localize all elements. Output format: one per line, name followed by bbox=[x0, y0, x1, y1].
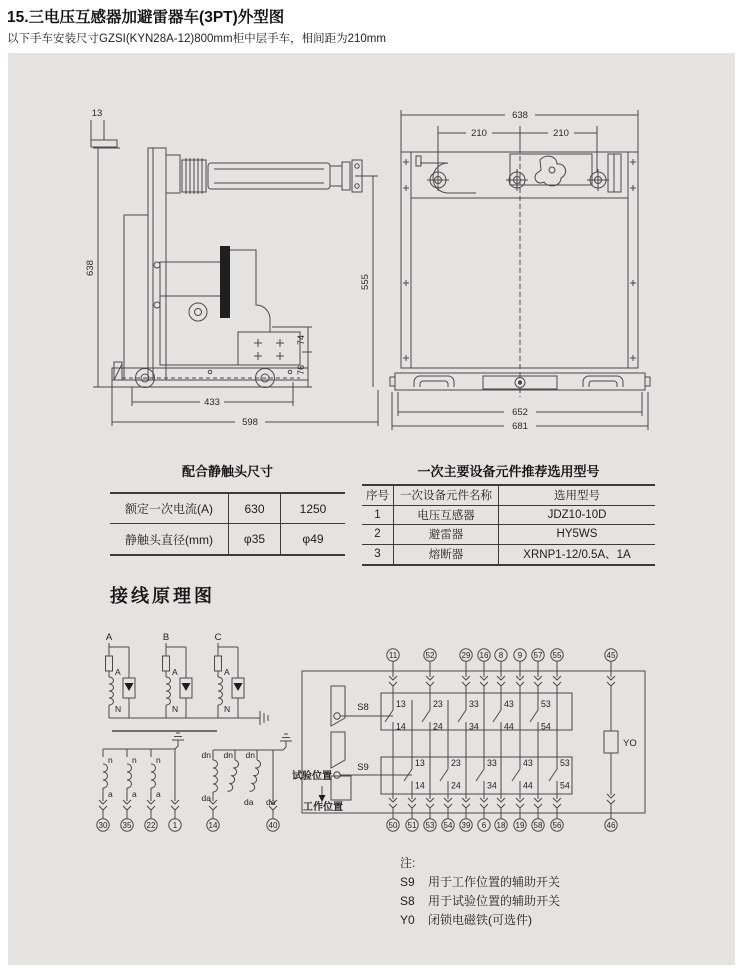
phase-label: B bbox=[162, 632, 170, 643]
terminal-number: 1 bbox=[172, 820, 178, 830]
contact-number: 44 bbox=[523, 780, 533, 791]
s8-label: S8 bbox=[357, 702, 369, 713]
plug-symbol bbox=[171, 800, 179, 810]
fuse-symbol bbox=[106, 656, 113, 671]
secondary-winding-group bbox=[97, 733, 184, 831]
plug-symbol bbox=[99, 800, 107, 810]
front-view-geometry bbox=[390, 110, 650, 430]
insulated-conductor-bar bbox=[220, 246, 230, 318]
winding-coil bbox=[227, 760, 239, 792]
winding-label: A bbox=[115, 667, 121, 677]
arrester-triangle bbox=[234, 683, 243, 691]
table-cell: 静触头直径(mm) bbox=[125, 532, 213, 547]
table-cell: 避雷器 bbox=[393, 525, 498, 545]
winding-label: A bbox=[224, 667, 230, 677]
s9-pivot bbox=[334, 772, 340, 778]
dim-label: 638 bbox=[512, 110, 528, 121]
winding-coil bbox=[213, 760, 218, 792]
terminal-number: 18 bbox=[496, 820, 506, 830]
contact-number: 54 bbox=[560, 780, 570, 791]
note-line bbox=[400, 873, 560, 892]
winding-coil bbox=[151, 764, 156, 788]
dim-label: 76 bbox=[296, 364, 306, 376]
dim-label: 74 bbox=[296, 334, 306, 346]
plug-symbol bbox=[497, 676, 505, 686]
note-key: S9 bbox=[400, 875, 415, 889]
winding-label: da bbox=[244, 797, 254, 807]
contact-dimensions-table bbox=[110, 492, 345, 556]
dim-label: 681 bbox=[512, 421, 528, 432]
table-cell: HY5WS bbox=[498, 525, 655, 545]
s8-pivot bbox=[334, 713, 340, 719]
cam-plate bbox=[331, 776, 351, 800]
arrester-triangle bbox=[182, 683, 191, 691]
terminal-number: 35 bbox=[122, 820, 132, 830]
note-line bbox=[400, 892, 560, 911]
terminal-number: 8 bbox=[498, 650, 504, 660]
contact-number: 14 bbox=[415, 780, 425, 791]
table-cell: 2 bbox=[362, 525, 393, 545]
terminal-number: 54 bbox=[443, 820, 453, 830]
wire bbox=[530, 710, 538, 722]
dim-label: 210 bbox=[553, 128, 569, 139]
winding-label: n bbox=[156, 755, 161, 765]
plug-symbol bbox=[444, 798, 452, 808]
page-subtitle: 以下手车安装尺寸GZSI(KYN28A-12)800mm柜中层手车，相间距为210mm bbox=[7, 33, 386, 45]
dim-label: 638 bbox=[85, 260, 96, 276]
winding-label: a bbox=[132, 789, 137, 799]
contact-number: 53 bbox=[560, 758, 570, 768]
contact-number: 54 bbox=[541, 721, 551, 732]
winding-label: n bbox=[108, 755, 113, 765]
aux-switch-box bbox=[302, 671, 645, 813]
note-key: S8 bbox=[400, 894, 415, 908]
note-label: 注: bbox=[400, 856, 416, 870]
dim-label: 433 bbox=[204, 397, 220, 408]
winding-label: a bbox=[108, 789, 113, 799]
dim-label: 652 bbox=[512, 407, 528, 418]
plug-symbol bbox=[553, 676, 561, 686]
terminal-number: 9 bbox=[517, 650, 523, 660]
note-key: Y0 bbox=[400, 913, 415, 927]
table-cell: φ49 bbox=[280, 524, 345, 554]
winding-label: da bbox=[201, 793, 211, 803]
wire bbox=[458, 710, 466, 722]
wire bbox=[493, 710, 501, 722]
wire bbox=[283, 747, 286, 750]
winding-label: dn bbox=[245, 750, 255, 760]
terminal-number: 56 bbox=[552, 820, 562, 830]
terminal-number: 45 bbox=[606, 650, 616, 660]
plug-symbol bbox=[553, 798, 561, 808]
contact-number: 24 bbox=[451, 780, 461, 791]
plug-symbol bbox=[408, 798, 416, 808]
wiring-schematic bbox=[60, 630, 700, 860]
aux-terminal-group bbox=[385, 649, 617, 831]
test-position-label: 试验位置 bbox=[292, 771, 332, 782]
contact-number: 23 bbox=[433, 699, 443, 709]
notes-block bbox=[400, 854, 560, 930]
note-line bbox=[400, 854, 560, 873]
plug-symbol bbox=[426, 798, 434, 808]
plug-symbol bbox=[426, 676, 434, 686]
contact-number: 34 bbox=[469, 721, 479, 732]
contact-number: 53 bbox=[541, 699, 551, 709]
winding-label: dn bbox=[223, 750, 233, 760]
winding-label: N bbox=[172, 704, 179, 714]
contact-number: 23 bbox=[451, 758, 461, 768]
plug-symbol bbox=[462, 676, 470, 686]
wire bbox=[175, 746, 178, 749]
contact-number: 33 bbox=[469, 699, 479, 709]
contact-number: 13 bbox=[396, 699, 406, 709]
table-cell: 额定一次电流(A) bbox=[110, 494, 228, 524]
contact-number: 33 bbox=[487, 758, 497, 768]
fuse-symbol bbox=[215, 656, 222, 671]
wire bbox=[549, 769, 557, 781]
winding-label: n bbox=[132, 755, 137, 765]
table-header-cell: 一次设备元件名称 bbox=[393, 486, 498, 506]
contact-number: 34 bbox=[487, 780, 497, 791]
winding-label: dn bbox=[201, 750, 211, 760]
side-view-drawing bbox=[60, 100, 390, 440]
dim-label: 555 bbox=[360, 274, 371, 290]
table-cell: XRNP1-12/0.5A、1A bbox=[498, 545, 655, 565]
wire bbox=[422, 710, 430, 722]
wire bbox=[440, 769, 448, 781]
wire bbox=[476, 769, 484, 781]
work-position-label: 工作位置 bbox=[303, 802, 343, 813]
plug-symbol bbox=[147, 800, 155, 810]
winding-label: da bbox=[266, 797, 276, 807]
three-phase-primary-group bbox=[106, 632, 269, 725]
winding-coil bbox=[166, 677, 171, 705]
yo-coil-symbol bbox=[604, 731, 618, 753]
winding-coil bbox=[109, 677, 114, 705]
terminal-number: 58 bbox=[533, 820, 543, 830]
terminal-number: 46 bbox=[606, 820, 616, 830]
plug-symbol bbox=[534, 798, 542, 808]
plug-symbol bbox=[389, 676, 397, 686]
side-view-geometry bbox=[91, 120, 378, 426]
terminal-number: 50 bbox=[388, 820, 398, 830]
plug-symbol bbox=[534, 676, 542, 686]
contact-number: 43 bbox=[523, 758, 533, 768]
terminal-number: 39 bbox=[461, 820, 471, 830]
plug-symbol bbox=[497, 798, 505, 808]
cam-plate bbox=[331, 732, 345, 768]
dim-label: 598 bbox=[242, 417, 258, 428]
winding-label: A bbox=[172, 667, 178, 677]
dim-label: 13 bbox=[91, 108, 103, 119]
phase-label: C bbox=[214, 632, 222, 643]
note-line bbox=[400, 911, 560, 930]
winding-label: a bbox=[156, 789, 161, 799]
terminal-number: 51 bbox=[407, 820, 417, 830]
open-delta-winding-group bbox=[202, 734, 292, 831]
front-view-drawing bbox=[380, 100, 690, 440]
yo-label: YO bbox=[623, 738, 637, 749]
terminal-number: 55 bbox=[552, 650, 562, 660]
terminal-number: 22 bbox=[146, 820, 156, 830]
plug-symbol bbox=[516, 798, 524, 808]
terminal-number: 19 bbox=[515, 820, 525, 830]
table-cell: φ35 bbox=[228, 524, 280, 554]
note-text: 用于试验位置的辅助开关 bbox=[428, 894, 561, 908]
cam-plate bbox=[331, 686, 345, 726]
arrow-down-icon bbox=[319, 795, 326, 802]
table-cell: 1250 bbox=[280, 494, 345, 524]
winding-coil bbox=[127, 764, 132, 788]
table-cell: 熔断器 bbox=[393, 545, 498, 565]
table-header-cell: 选用型号 bbox=[498, 486, 655, 506]
dim-label: 210 bbox=[471, 128, 487, 139]
components-table bbox=[362, 484, 655, 566]
components-table-title: 一次主要设备元件推荐选用型号 bbox=[417, 464, 600, 479]
terminal-number: 29 bbox=[461, 650, 471, 660]
wire bbox=[512, 769, 520, 781]
terminal-number: 40 bbox=[268, 820, 278, 830]
page-title: 15.三电压互感器加避雷器车(3PT)外型图 bbox=[7, 9, 285, 26]
contact-table-title: 配合静触头尺寸 bbox=[181, 464, 273, 479]
winding-label: N bbox=[224, 704, 231, 714]
table-cell: 电压互感器 bbox=[393, 506, 498, 526]
note-text: 闭锁电磁铁(可选件) bbox=[428, 913, 532, 927]
terminal-number: 11 bbox=[388, 650, 398, 660]
terminal-number: 30 bbox=[98, 820, 108, 830]
terminal-number: 16 bbox=[479, 650, 489, 660]
phase-label: A bbox=[105, 632, 113, 643]
contact-number: 13 bbox=[415, 758, 425, 768]
table-cell: JDZ10-10D bbox=[498, 506, 655, 526]
schematic-title: 接线原理图 bbox=[110, 586, 215, 606]
contact-number: 44 bbox=[504, 721, 514, 732]
terminal-number: 57 bbox=[533, 650, 543, 660]
terminal-number: 14 bbox=[208, 820, 218, 830]
table-header-cell: 序号 bbox=[362, 486, 393, 506]
plug-symbol bbox=[389, 798, 397, 808]
terminal-number: 52 bbox=[425, 650, 435, 660]
winding-label: N bbox=[115, 704, 122, 714]
plug-symbol bbox=[480, 798, 488, 808]
contact-number: 43 bbox=[504, 699, 514, 709]
terminal-number: 6 bbox=[481, 820, 487, 830]
plug-symbol bbox=[516, 676, 524, 686]
plug-symbol bbox=[607, 676, 615, 686]
contact-number: 24 bbox=[433, 721, 443, 732]
note-text: 用于工作位置的辅助开关 bbox=[428, 875, 561, 889]
plug-symbol bbox=[209, 800, 217, 810]
terminal-number: 53 bbox=[425, 820, 435, 830]
table-cell: 630 bbox=[228, 494, 280, 524]
winding-coil bbox=[249, 760, 261, 792]
plug-symbol bbox=[607, 794, 615, 804]
contact-number: 14 bbox=[396, 721, 406, 732]
plug-symbol bbox=[462, 798, 470, 808]
arrester-triangle bbox=[125, 683, 134, 691]
plug-symbol bbox=[123, 800, 131, 810]
winding-coil bbox=[218, 677, 223, 705]
fuse-symbol bbox=[163, 656, 170, 671]
plug-symbol bbox=[480, 676, 488, 686]
s9-label: S9 bbox=[357, 762, 369, 773]
table-cell: 3 bbox=[374, 548, 381, 561]
winding-coil bbox=[103, 764, 108, 788]
table-cell: 1 bbox=[362, 506, 393, 526]
